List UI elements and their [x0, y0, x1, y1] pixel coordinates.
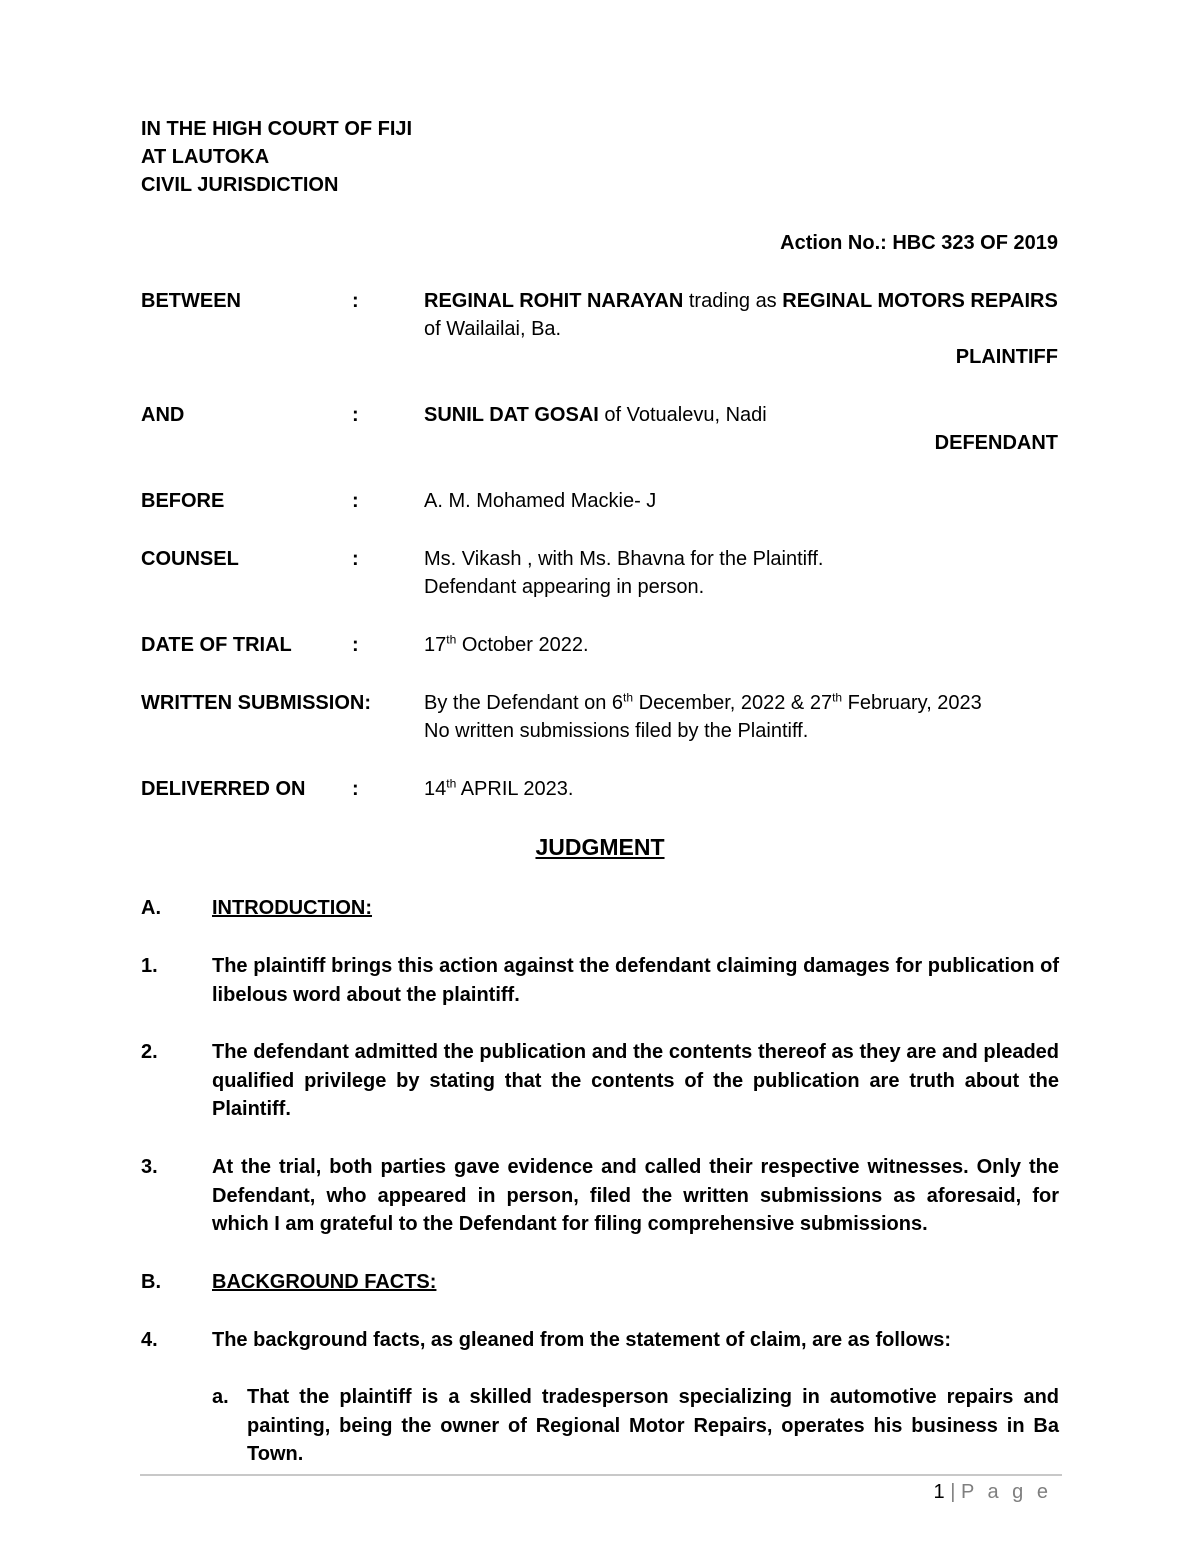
- written-label: WRITTEN SUBMISSION:: [141, 692, 371, 714]
- written-line2: No written submissions filed by the Plaintiff.: [424, 720, 809, 742]
- defendant-line: [424, 401, 767, 429]
- court-name: IN THE HIGH COURT OF FIJI: [141, 118, 413, 140]
- para-3-text: At the trial, both parties gave evidence and called their respective witnesses. Only the Defendant, who appeared in person, filed the written submissions as aforesaid, for which I am grateful to the Defendant for filing comprehensive submissions.: [212, 1156, 1059, 1235]
- trial-colon: :: [352, 634, 359, 656]
- plaintiff-address: of Wailailai, Ba.: [424, 318, 562, 340]
- delivered-day: 14: [424, 778, 447, 800]
- trial-rest: October 2022.: [456, 634, 589, 656]
- footer-separator: |: [944, 1481, 961, 1503]
- sub-item-a-text: That the plaintiff is a skilled tradesperson specializing in automotive repairs and painting, being the owner of Regional Motor Repairs, operates his business in Ba Town.: [247, 1386, 1059, 1465]
- section-a-title: INTRODUCTION:: [212, 897, 372, 919]
- delivered-suffix: th: [446, 776, 457, 791]
- written-part2: December, 2022 & 27: [633, 692, 833, 714]
- judgment-title: JUDGMENT: [535, 834, 665, 860]
- trial-label: DATE OF TRIAL: [141, 634, 292, 656]
- counsel-line2: Defendant appearing in person.: [424, 576, 705, 598]
- delivered-rest: APRIL 2023.: [456, 778, 574, 800]
- between-label: BETWEEN: [141, 290, 241, 312]
- sub-item-a: [212, 1383, 1059, 1469]
- and-label: AND: [141, 404, 185, 426]
- judge-name: A. M. Mohamed Mackie- J: [424, 490, 657, 512]
- footer-divider: [140, 1474, 1062, 1476]
- plaintiff-business: REGINAL MOTORS REPAIRS: [782, 290, 1058, 312]
- page-word: P a g e: [960, 1481, 1052, 1503]
- para-1-text: The plaintiff brings this action against the defendant claiming damages for publication of libelous word about the plaintiff.: [212, 955, 1059, 1006]
- defendant-role: DEFENDANT: [934, 432, 1058, 454]
- counsel-line1: Ms. Vikash , with Ms. Bhavna for the Plaintiff.: [424, 548, 824, 570]
- before-colon: :: [352, 490, 359, 512]
- para-4-number: 4.: [141, 1329, 158, 1351]
- written-part3: February, 2023: [842, 692, 982, 714]
- delivered-colon: :: [352, 778, 359, 800]
- written-part1: By the Defendant on 6: [424, 692, 624, 714]
- para-2-text: The defendant admitted the publication and the contents thereof as they are and pleaded qualified privilege by stating that the contents of the publication are truth about the Plaintiff.: [212, 1041, 1059, 1120]
- between-colon: :: [352, 290, 359, 312]
- section-a-letter: A.: [141, 897, 161, 919]
- defendant-name: SUNIL DAT GOSAI: [424, 404, 599, 426]
- page-footer: [934, 1481, 1052, 1504]
- delivered-date: [424, 775, 573, 803]
- plaintiff-name: REGINAL ROHIT NARAYAN: [424, 290, 684, 312]
- trading-as: trading as: [683, 290, 783, 312]
- counsel-colon: :: [352, 548, 359, 570]
- trial-suffix: th: [446, 632, 457, 647]
- plaintiff-line: [424, 287, 1058, 315]
- court-location: AT LAUTOKA: [141, 146, 270, 168]
- defendant-address: of Votualevu, Nadi: [598, 404, 767, 426]
- written-suffix1: th: [623, 690, 634, 705]
- delivered-label: DELIVERRED ON: [141, 778, 306, 800]
- para-2-number: 2.: [141, 1041, 158, 1063]
- before-label: BEFORE: [141, 490, 225, 512]
- action-number: Action No.: HBC 323 OF 2019: [780, 232, 1058, 254]
- para-4-text: The background facts, as gleaned from the statement of claim, are as follows:: [212, 1329, 952, 1351]
- section-b-letter: B.: [141, 1271, 161, 1293]
- para-1-number: 1.: [141, 955, 158, 977]
- and-colon: :: [352, 404, 359, 426]
- counsel-label: COUNSEL: [141, 548, 239, 570]
- section-b-title: BACKGROUND FACTS:: [212, 1271, 437, 1293]
- trial-day: 17: [424, 634, 447, 656]
- page-number: 1: [933, 1481, 945, 1503]
- sub-item-a-mark: a.: [212, 1386, 229, 1408]
- plaintiff-role: PLAINTIFF: [955, 346, 1058, 368]
- written-line1: [424, 689, 982, 717]
- written-suffix2: th: [832, 690, 843, 705]
- trial-date: [424, 631, 589, 659]
- court-jurisdiction: CIVIL JURISDICTION: [141, 174, 339, 196]
- para-3-number: 3.: [141, 1156, 158, 1178]
